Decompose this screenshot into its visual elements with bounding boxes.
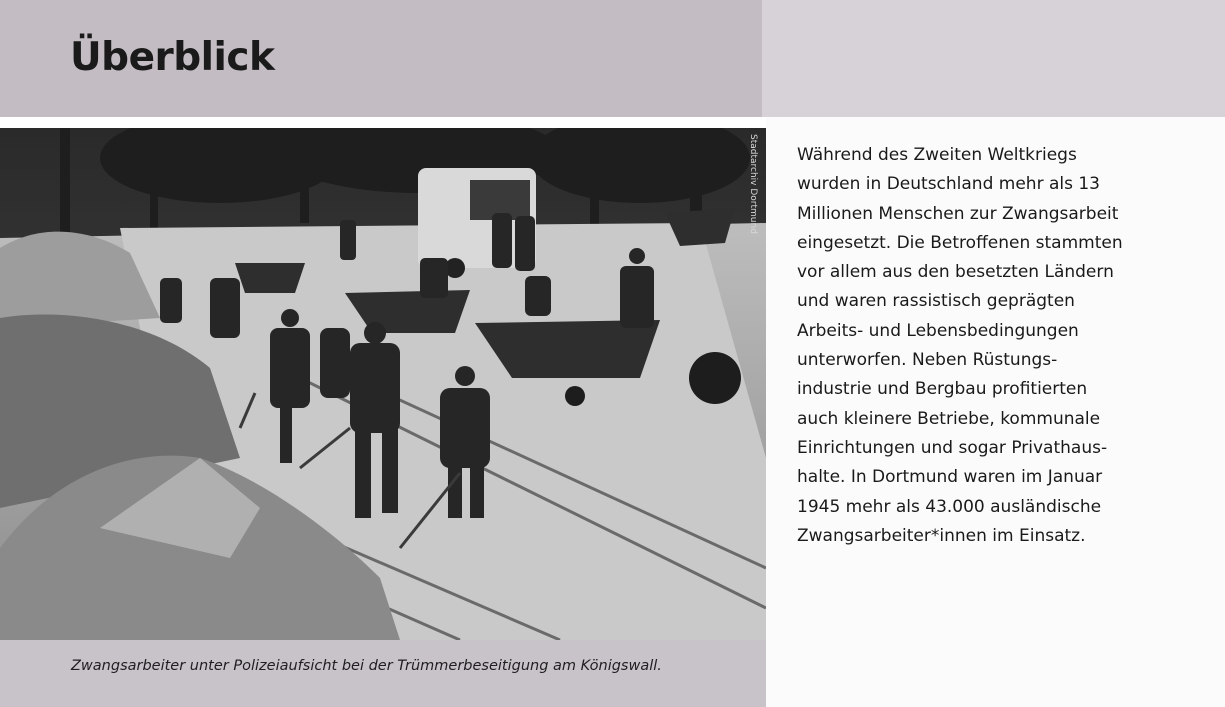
body-line: Arbeits- und Lebensbedingungen bbox=[797, 320, 1079, 341]
photo-credit: Stadtarchiv Dortmund bbox=[748, 134, 758, 234]
body-line: industrie und Bergbau profitierten bbox=[797, 379, 1088, 400]
body-line: unterworfen. Neben Rüstungs- bbox=[797, 350, 1058, 371]
historical-photo bbox=[0, 128, 766, 640]
body-line: Millionen Menschen zur Zwangsarbeit bbox=[797, 203, 1119, 224]
page-title: Überblick bbox=[70, 35, 275, 80]
body-text bbox=[797, 141, 1207, 551]
body-line: halte. In Dortmund waren im Januar bbox=[797, 467, 1103, 488]
body-line: vor allem aus den besetzten Ländern bbox=[797, 262, 1114, 283]
body-line: und waren rassistisch geprägten bbox=[797, 291, 1075, 312]
header-band-right bbox=[762, 0, 1225, 117]
body-line: Zwangsarbeiter*innen im Einsatz. bbox=[797, 525, 1086, 546]
body-line: Während des Zweiten Weltkriegs bbox=[797, 145, 1077, 165]
body-line: wurden in Deutschland mehr als 13 bbox=[797, 174, 1100, 195]
body-line: Einrichtungen und sogar Privathaus- bbox=[797, 437, 1108, 458]
body-line: 1945 mehr als 43.000 ausländische bbox=[797, 496, 1102, 517]
photo-caption: Zwangsarbeiter unter Polizeiaufsicht bei der Trümmerbeseitigung am Königswall. bbox=[71, 658, 662, 674]
body-line: auch kleinere Betriebe, kommunale bbox=[797, 408, 1101, 429]
body-line: eingesetzt. Die Betroffenen stammten bbox=[797, 232, 1123, 253]
